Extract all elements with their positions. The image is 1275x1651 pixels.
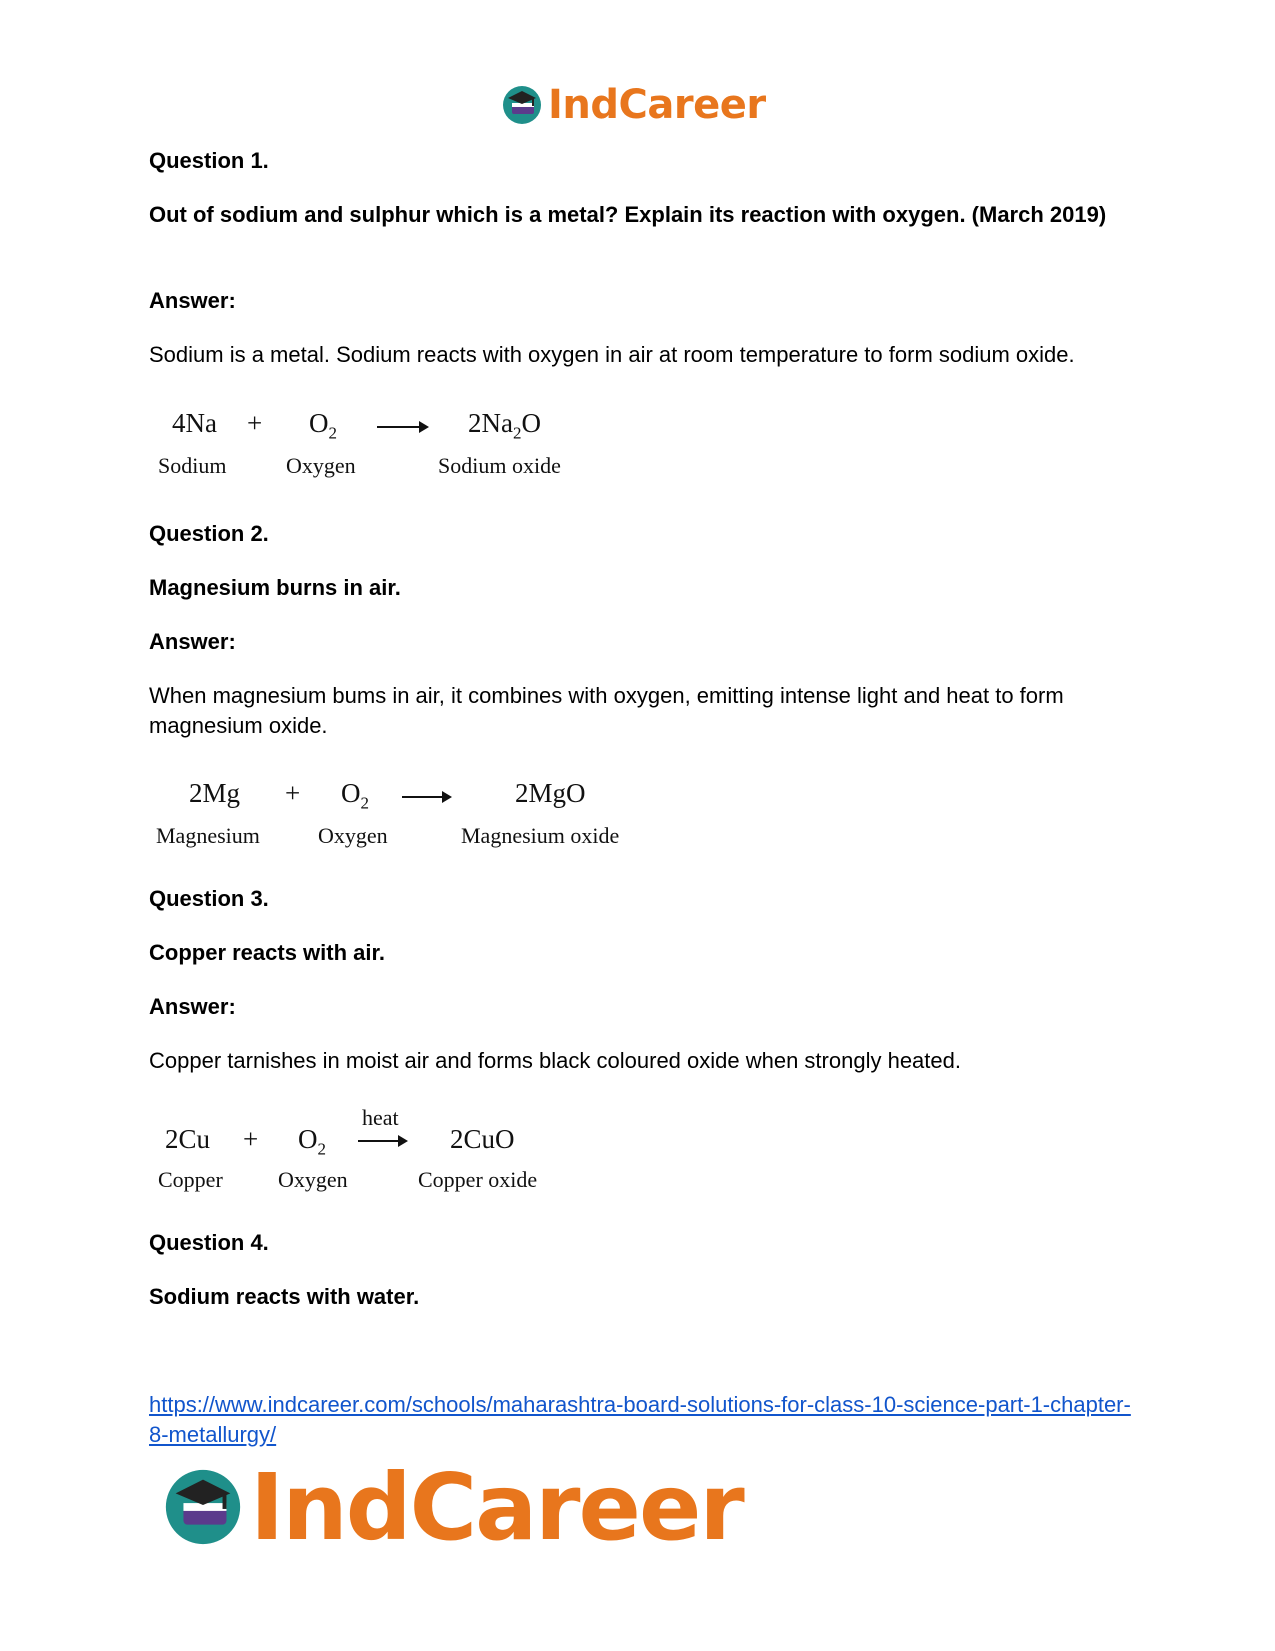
question-2-prompt: Magnesium burns in air. [149,575,401,600]
graduation-book-icon [160,1464,246,1550]
question-3-title: Question 3. [149,886,269,911]
eq2-plus: + [285,778,301,808]
eq3-name-3: Copper oxide [418,1167,538,1192]
eq3-reactant-1: 2Cu [165,1124,211,1154]
eq1-arrow [377,426,427,428]
eq1-reactant-2: $O_2$ [309,408,337,443]
eq1-name-2: Oxygen [286,453,356,478]
footer-logo [160,1453,743,1561]
header-logo [500,80,766,130]
eq2-name-1: Magnesium [156,823,260,848]
eq3-reactant-2: $O_2$ [298,1124,326,1159]
eq2-product: 2MgO [515,778,586,808]
eq1-name-3: Sodium oxide [438,453,561,478]
eq1-reactant-1: 4Na [172,408,217,438]
question-2-title: Question 2. [149,521,269,546]
brand-name-large: IndCareer [250,1453,743,1561]
eq3-condition: heat [362,1105,399,1130]
answer-1-text: Sodium is a metal. Sodium reacts with oxygen in air at room temperature to form sodium oxide. [149,342,1075,367]
answer-2-text: When magnesium bums in air, it combines with oxygen, emitting intense light and heat to form magnesium oxide. [149,683,1064,738]
eq2-name-3: Magnesium oxide [461,823,620,848]
question-1-title: Question 1. [149,148,269,173]
eq3-product: 2CuO [450,1124,515,1154]
graduation-book-icon [500,83,544,127]
eq1-product: $2Na_2O$ [468,408,541,443]
question-4-title: Question 4. [149,1230,269,1255]
eq2-reactant-1: 2Mg [189,778,241,808]
eq1-plus: + [247,408,263,438]
question-1-prompt: Out of sodium and sulphur which is a metal? Explain its reaction with oxygen. (March 2019) [149,202,1107,227]
source-link[interactable]: https://www.indcareer.com/schools/maharashtra-board-solutions-for-class-10-science-part-1-chapter-8-metallurgy/ [149,1392,1131,1447]
equation-2 [0,775,800,855]
question-3-prompt: Copper reacts with air. [149,940,385,965]
eq3-plus: + [243,1124,259,1154]
brand-name: IndCareer [548,82,766,128]
eq2-arrow [402,796,450,798]
eq3-name-1: Copper [158,1167,223,1192]
answer-1-label: Answer: [149,288,236,313]
answer-2-label: Answer: [149,629,236,654]
equation-1 [0,405,700,485]
eq3-name-2: Oxygen [278,1167,348,1192]
equation-3 [0,1105,700,1195]
question-4-prompt: Sodium reacts with water. [149,1284,420,1309]
eq2-name-2: Oxygen [318,823,388,848]
answer-3-text: Copper tarnishes in moist air and forms black coloured oxide when strongly heated. [149,1048,961,1073]
eq2-reactant-2: $O_2$ [341,778,369,813]
eq3-arrow [358,1140,406,1142]
eq1-name-1: Sodium [158,453,227,478]
answer-3-label: Answer: [149,994,236,1019]
